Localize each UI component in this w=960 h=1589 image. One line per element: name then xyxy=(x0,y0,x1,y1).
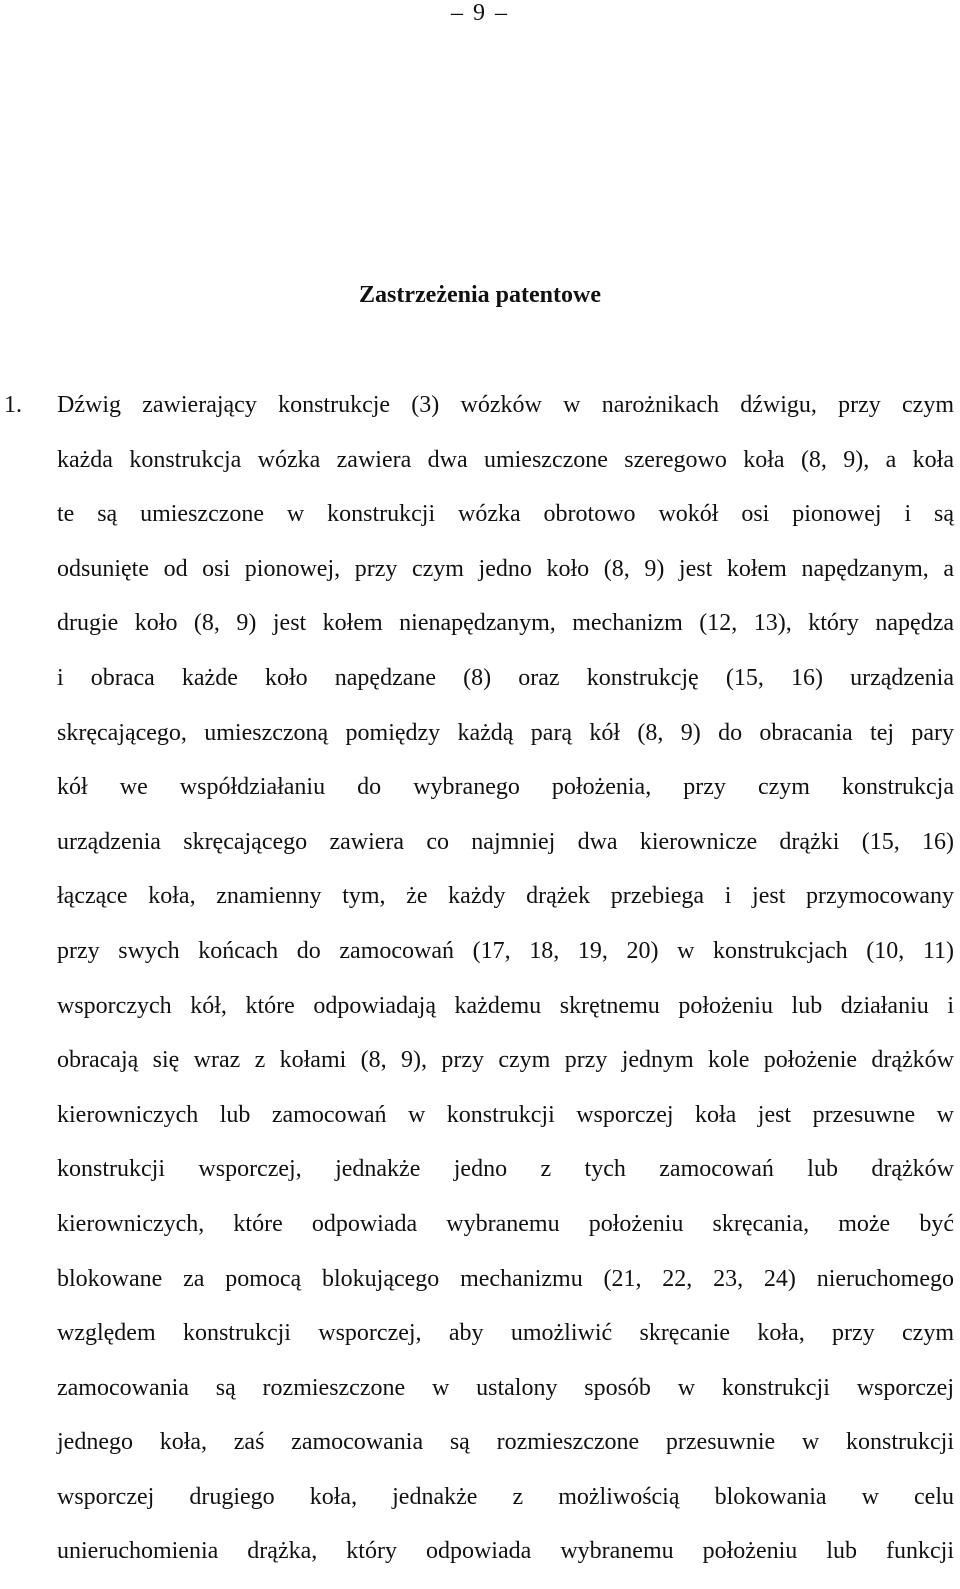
claim-line: odsunięte od osi pionowej, przy czym jedno koło (8, 9) jest kołem napędzanym, a xyxy=(57,555,954,582)
claim-line: kierowniczych lub zamocowań w konstrukcji wsporczej koła jest przesuwne w xyxy=(57,1101,954,1128)
claim-line: i obraca każde koło napędzane (8) oraz konstrukcję (15, 16) urządzenia xyxy=(57,664,954,691)
claim-line: urządzenia skręcającego zawiera co najmniej dwa kierownicze drążki (15, 16) xyxy=(57,828,954,855)
claim-line: drugie koło (8, 9) jest kołem nienapędzanym, mechanizm (12, 13), który napędza xyxy=(57,610,954,637)
claim-line: łączące koła, znamienny tym, że każdy drążek przebiega i jest przymocowany xyxy=(57,883,954,910)
claim-line: wsporczej drugiego koła, jednakże z możliwością blokowania w celu xyxy=(57,1483,954,1510)
claim-line: Dźwig zawierający konstrukcje (3) wózków w narożnikach dźwigu, przy czym xyxy=(57,392,954,418)
claim-line: przy swych końcach do zamocowań (17, 18, 19, 20) w konstrukcjach (10, 11) xyxy=(57,937,954,964)
claim-line: kierowniczych, które odpowiada wybranemu położeniu skręcania, może być xyxy=(57,1210,954,1237)
claim-line: zamocowania są rozmieszczone w ustalony sposób w konstrukcji wsporczej xyxy=(57,1374,954,1401)
claim-line: jednego koła, zaś zamocowania są rozmieszczone przesuwnie w konstrukcji xyxy=(57,1429,954,1456)
page-number: – 9 – xyxy=(451,0,509,26)
claim-line: obracają się wraz z kołami (8, 9), przy czym przy jednym kole położenie drążków xyxy=(57,1047,954,1074)
claim-line: względem konstrukcji wsporczej, aby umożliwić skręcanie koła, przy czym xyxy=(57,1320,954,1347)
claim-line: wsporczych kół, które odpowiadają każdemu skrętnemu położeniu lub działaniu i xyxy=(57,992,954,1019)
claim-text xyxy=(57,388,954,1589)
claim-line: skręcającego, umieszczoną pomiędzy każdą parą kół (8, 9) do obracania tej pary xyxy=(57,719,954,746)
claim-line: blokowane za pomocą blokującego mechanizmu (21, 22, 23, 24) nieruchomego xyxy=(57,1265,954,1292)
claim-line: konstrukcji wsporczej, jednakże jedno z tych zamocowań lub drążków xyxy=(57,1156,954,1183)
claim-line: unieruchomienia drążka, który odpowiada wybranemu położeniu lub funkcji xyxy=(57,1538,954,1565)
claim-line: kół we współdziałaniu do wybranego położenia, przy czym konstrukcja xyxy=(57,774,954,801)
section-title: Zastrzeżenia patentowe xyxy=(359,282,601,308)
claim-line: te są umieszczone w konstrukcji wózka obrotowo wokół osi pionowej i są xyxy=(57,501,954,528)
claim-line: każda konstrukcja wózka zawiera dwa umieszczone szeregowo koła (8, 9), a koła xyxy=(57,446,954,473)
claim-number: 1. xyxy=(4,392,22,418)
